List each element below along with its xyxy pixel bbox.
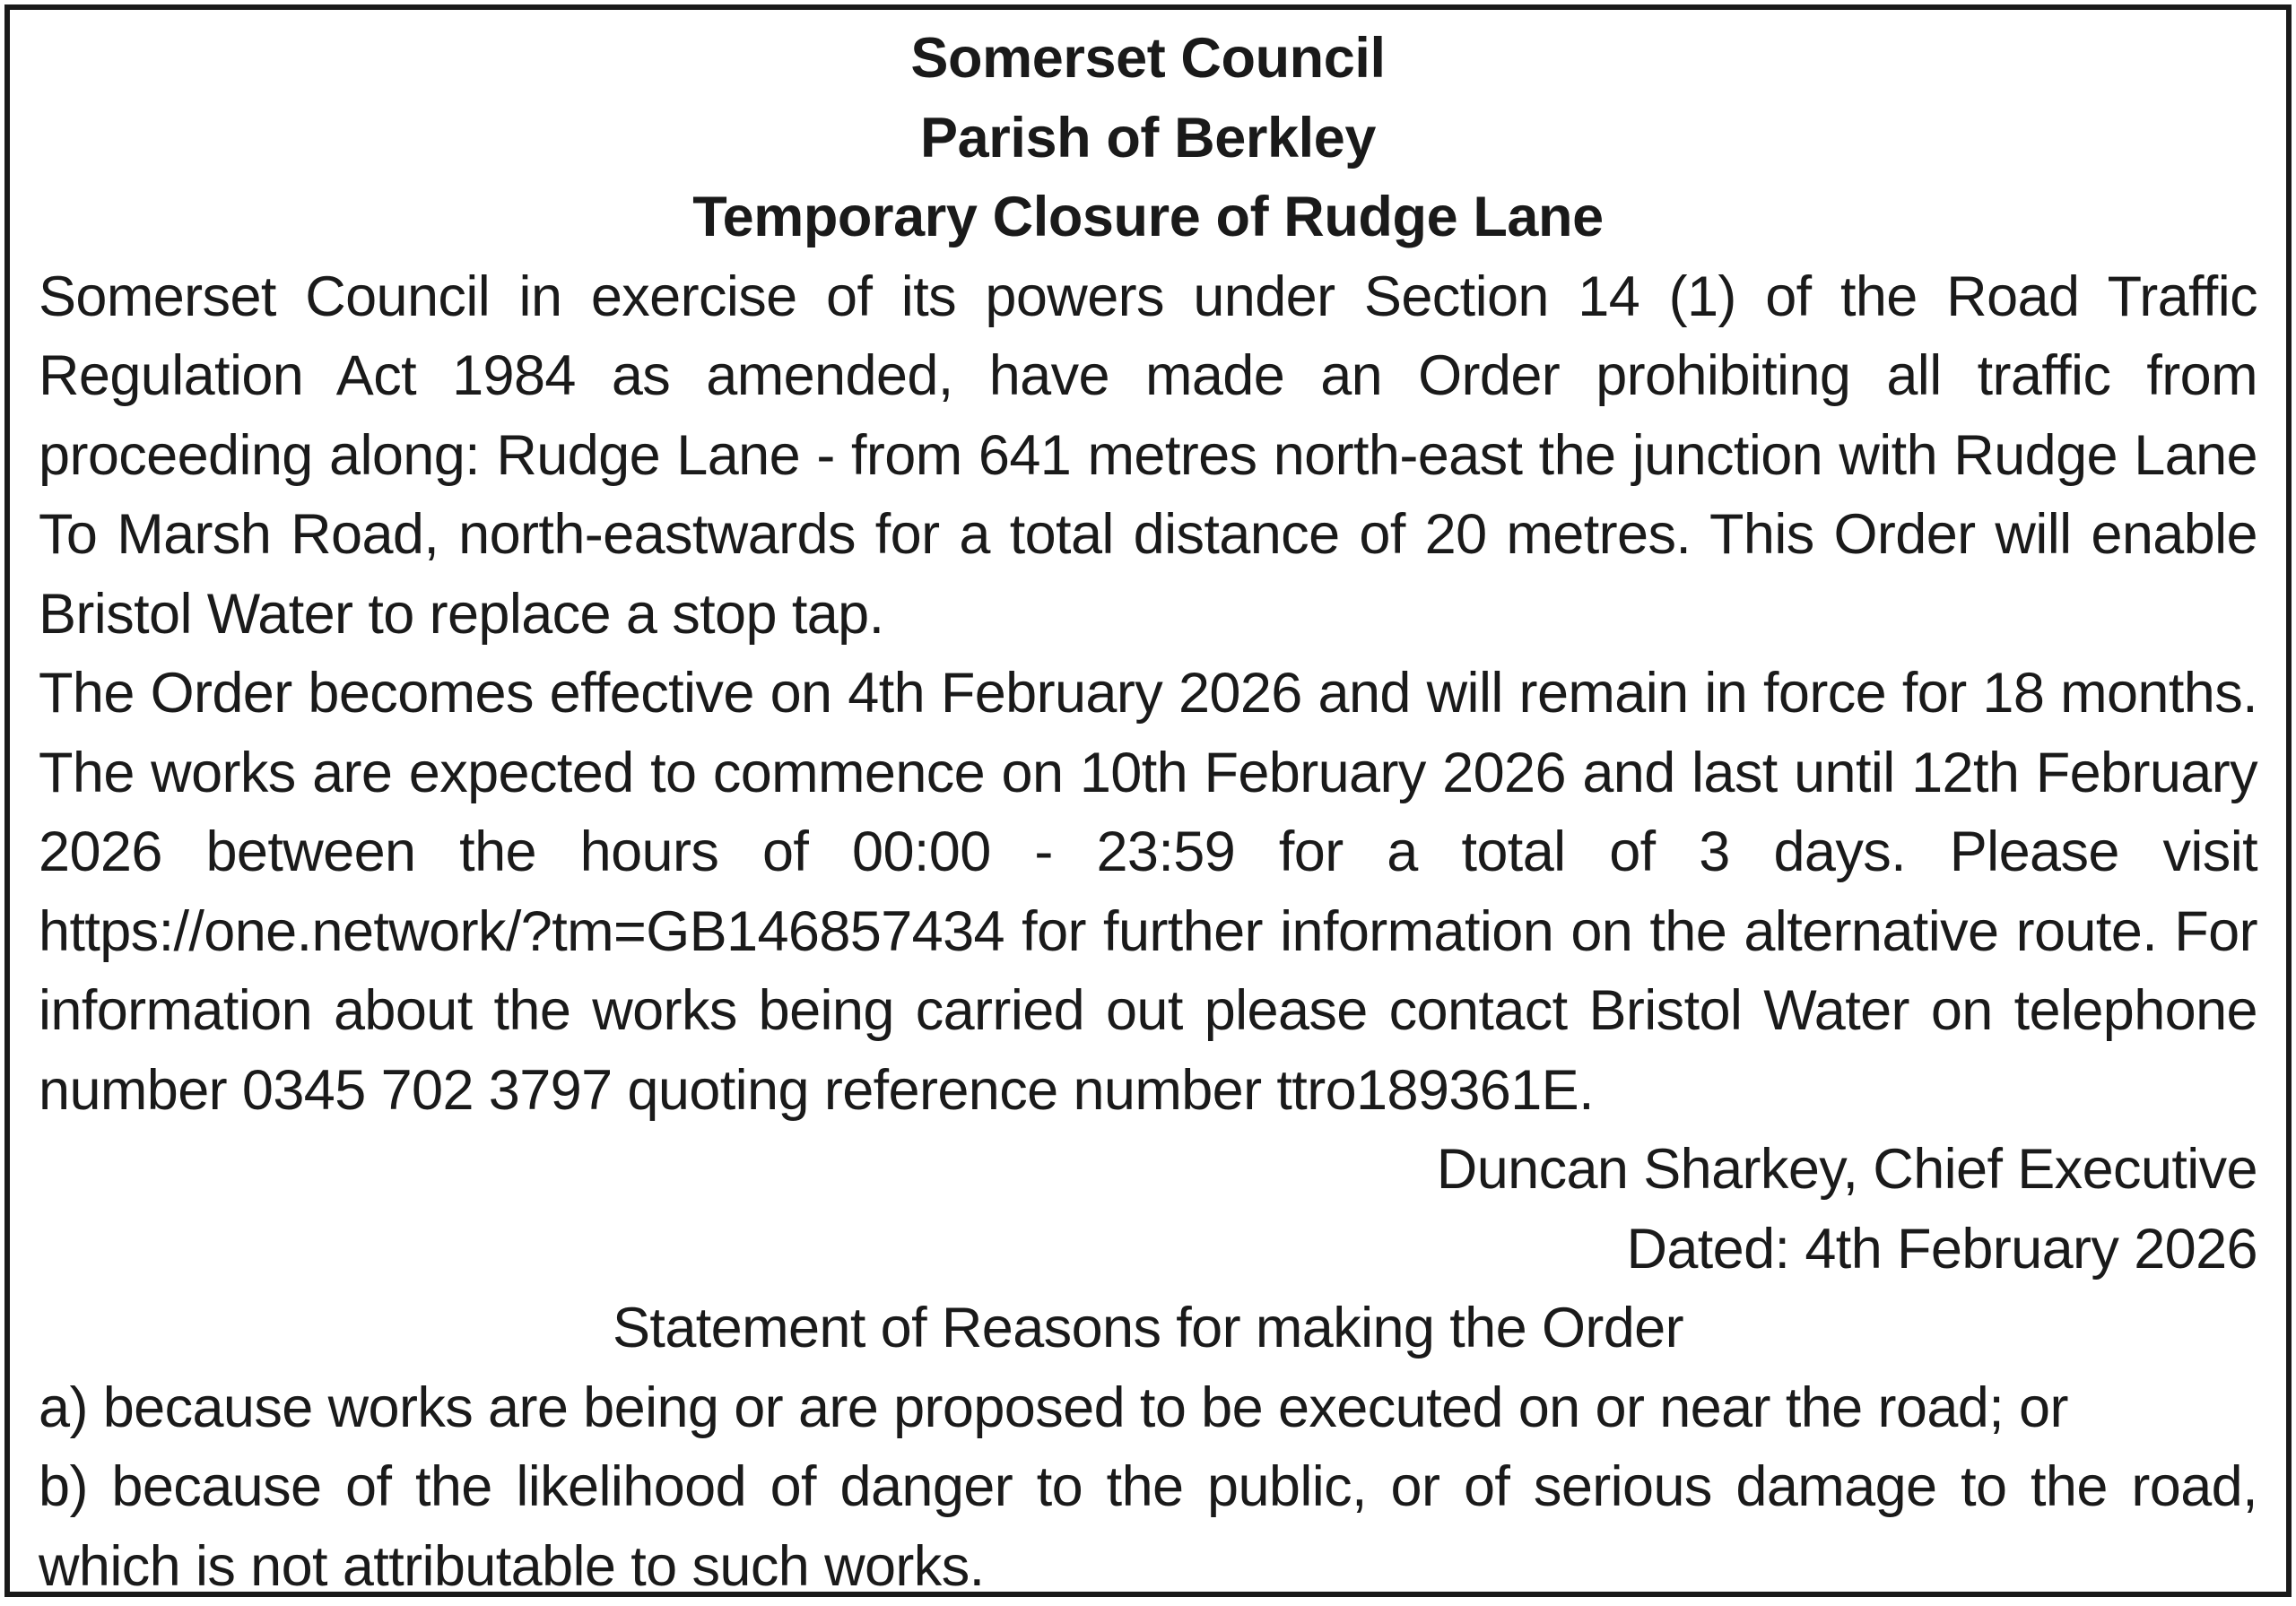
notice-title: Temporary Closure of Rudge Lane: [692, 186, 1604, 248]
public-notice: [4, 4, 2292, 1597]
effective-dates-paragraph: The Order becomes effective on 4th February 2026 and will remain in force for 18 months. The works are expected to commence on 10th February 2026 and last until 12th February 2026 between the hours of 00:00 - 23:59 for a total of 3 days. Please visit https://one.network/?tm=GB146857434 for further information on the alternative route. For information about the works being carried out please contact Bristol Water on telephone number 0345 702 3797 quoting reference number ttro189361E.: [39, 662, 2257, 1122]
reasons-heading: Statement of Reasons for making the Order: [613, 1297, 1683, 1359]
signatory: Duncan Sharkey, Chief Executive: [1436, 1138, 2257, 1201]
order-paragraph: Somerset Council in exercise of its powers under Section 14 (1) of the Road Traffic Regulation Act 1984 as amended, have made an Order prohibiting all traffic from proceeding along: Rudge Lane - from 641 metres north-east the junction with Rudge Lane To Marsh Road, north-eastwards for a total distance of 20 metres. This Order will enable Bristol Water to replace a stop tap.: [39, 265, 2257, 646]
parish-heading: Parish of Berkley: [920, 106, 1376, 169]
authority-heading: Somerset Council: [910, 27, 1386, 90]
reason-a: a) because works are being or are proposed to be executed on or near the road; or: [39, 1376, 2068, 1439]
dated-line: Dated: 4th February 2026: [1626, 1217, 2257, 1280]
reason-b: b) because of the likelihood of danger to the public, or of serious damage to the road, which is not attributable to such works.: [39, 1455, 2257, 1598]
